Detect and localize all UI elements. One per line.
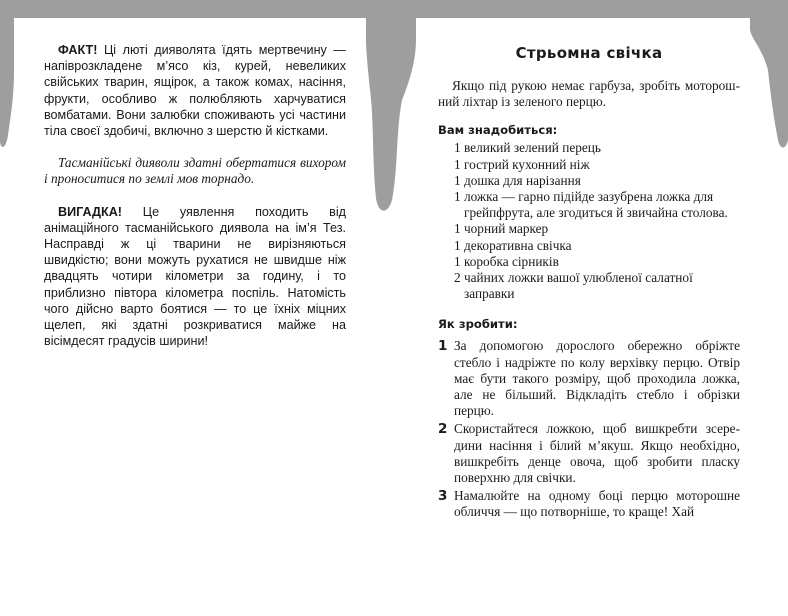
myth-paragraph [44, 204, 346, 350]
slime-top-band [0, 0, 788, 18]
left-page [14, 18, 366, 616]
step-number: 1 [438, 338, 448, 355]
fact-paragraph [44, 42, 346, 139]
step-text: За допомогою дорослого обережно обріжте стебло і надріжте по колу верхівку перцю. Отвір має бути такого розміру, щоб проходила ложка, але не більший. Відкладіть стебло і обрізки перцю. [454, 338, 740, 419]
list-item: 1 гострий кухонний ніж [454, 156, 590, 172]
step-text: Намалюйте на одному боці перцю моторошне обличчя — що потворніше, то краще! Хай [454, 488, 740, 520]
fact-text: Ці люті дияволята їдять мертвечину — напіврозкладене м’ясо кіз, курей, невеликих свійських тварин, ящірок, а також комах, насіння, фрукти, особливо ж полюбляють харчуватися вомбатами. Вони залюбки споживають усі частини тіла своєї здобичі, включно з шерстю й кістками. [44, 43, 346, 139]
how-heading: Як зробити: [438, 317, 518, 332]
list-item: 1 дошка для нарізання [454, 172, 581, 188]
list-item: 1 декоративна свічка [454, 237, 572, 253]
step-item [438, 421, 740, 486]
myth-label: ВИГАДКА! [58, 204, 123, 219]
myth-text: Це уявлення походить від анімаційного тасманійського диявола на ім’я Тез. Насправді ж ці тварини не вирізняються швидкістю; вони можуть рухатися не швидше ніж двадцять чотири кілометри за годину, і то приблизно півтора кілометра поспіль. Натомість чого дійсно варто боятися — то це їхніх міцних щелеп, які здатні розкриватися майже на вісімдесят градусів ширини! [44, 204, 346, 349]
list-item: 2 чайних ложки вашої улюбленої салатної заправки [454, 270, 693, 302]
italic-myth-statement: Тасманійські диявoли здатні обертатися вихором і проноситися по землі мов торнадо. [44, 155, 346, 187]
step-number: 3 [438, 488, 448, 505]
steps-list [438, 338, 740, 520]
list-item: 1 ложка — гарно підійде зазубрена ложка для грейпфрута, але згодиться й звичайна столова. [454, 189, 728, 221]
needs-heading: Вам знадобиться: [438, 123, 558, 138]
right-page [416, 18, 750, 616]
list-item: 1 коробка сірників [454, 253, 559, 269]
step-item [438, 488, 740, 520]
step-number: 2 [438, 421, 448, 438]
step-text: Скористайтеся ложкою, щоб вишкребти зсередини насіння і білий м’якуш. Якщо необхідно, вишкребіть денце овоча, щоб зробити пласку поверхню для свічки. [454, 421, 740, 486]
recipe-title: Стрьомна свічка [515, 44, 663, 62]
needs-list [438, 140, 740, 302]
recipe-intro: Якщо під рукою немає гарбуза, зробіть моторошний ліхтар із зеленого перцю. [438, 78, 740, 110]
slime-right-drip [750, 18, 788, 148]
list-item: 1 великий зелений перець [454, 140, 601, 156]
step-item [438, 338, 740, 419]
fact-label: ФАКТ! [58, 43, 98, 57]
list-item: 1 чорний маркер [454, 221, 549, 237]
